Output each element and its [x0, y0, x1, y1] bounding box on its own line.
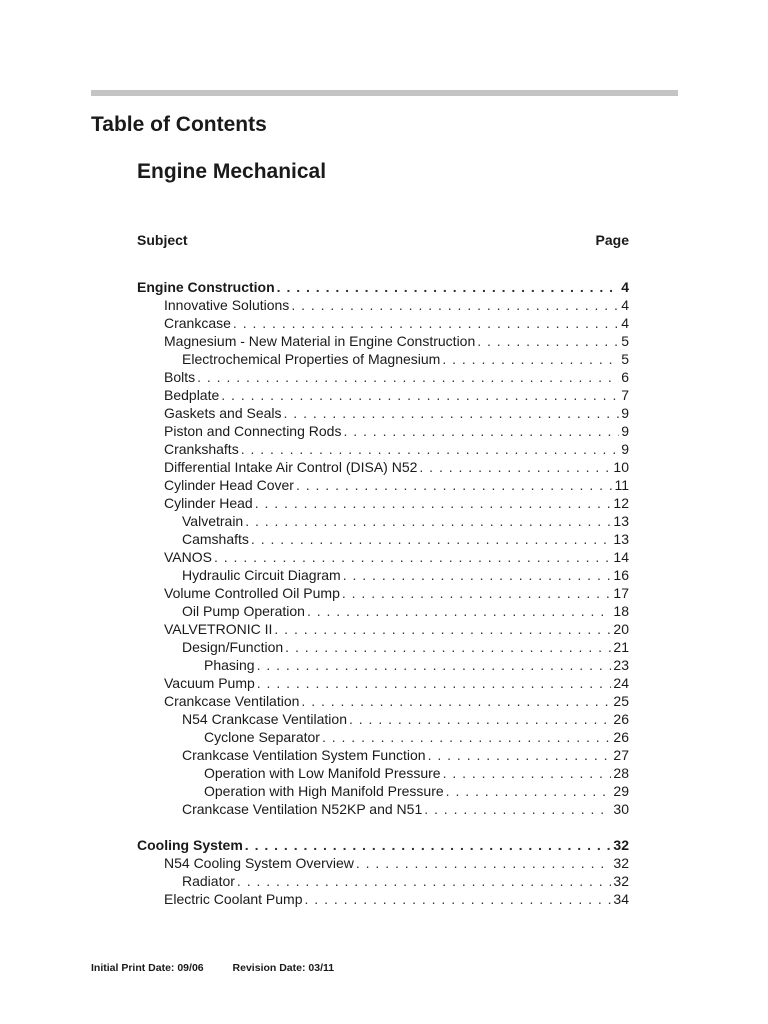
toc-entry-page: 6	[621, 369, 629, 385]
dot-leader	[301, 692, 611, 710]
toc-entry-page: 11	[614, 477, 629, 493]
toc-entry[interactable]	[137, 656, 629, 674]
toc-entry-title: Engine Construction	[137, 279, 275, 295]
dot-leader	[277, 278, 620, 296]
toc-entry-title: Oil Pump Operation	[182, 603, 305, 619]
toc-entry-title: Crankcase Ventilation System Function	[182, 747, 426, 763]
toc-entry-title: Cylinder Head	[164, 495, 253, 511]
toc-entry[interactable]	[137, 368, 629, 386]
initial-print-date: Initial Print Date: 09/06	[91, 962, 204, 974]
toc-entry-page: 18	[613, 603, 629, 619]
footer	[91, 962, 360, 974]
toc-entry[interactable]	[137, 440, 629, 458]
dot-leader	[305, 890, 612, 908]
toc-entry-page: 24	[613, 675, 629, 691]
dot-leader	[424, 800, 611, 818]
toc-entry-page: 10	[613, 459, 629, 475]
toc-entry[interactable]	[137, 692, 629, 710]
toc-entry[interactable]	[137, 620, 629, 638]
toc-entry-page: 9	[621, 423, 629, 439]
toc-entry[interactable]	[137, 476, 629, 494]
dot-leader	[233, 314, 619, 332]
toc-entry-page: 9	[621, 405, 629, 421]
toc-entry-page: 29	[613, 783, 629, 799]
toc-entry-page: 16	[613, 567, 629, 583]
dot-leader	[214, 548, 611, 566]
toc-entry[interactable]	[137, 278, 629, 296]
toc-entry-page: 13	[613, 531, 629, 547]
toc-entry-title: Operation with High Manifold Pressure	[204, 783, 444, 799]
toc-entry-page: 14	[613, 549, 629, 565]
toc-entry-page: 26	[613, 729, 629, 745]
toc-entry-page: 5	[621, 333, 629, 349]
toc-entry[interactable]	[137, 422, 629, 440]
dot-leader	[245, 836, 612, 854]
toc-entry[interactable]	[137, 890, 629, 908]
toc-entry[interactable]	[137, 494, 629, 512]
dot-leader	[428, 746, 612, 764]
toc-entry-title: N54 Crankcase Ventilation	[182, 711, 347, 727]
toc-entry-title: Cylinder Head Cover	[164, 477, 294, 493]
toc-entry-page: 13	[613, 513, 629, 529]
dot-leader	[419, 458, 611, 476]
toc-entry[interactable]	[137, 332, 629, 350]
dot-leader	[251, 530, 612, 548]
dot-leader	[307, 602, 611, 620]
dot-leader	[255, 494, 612, 512]
header-divider	[91, 90, 678, 96]
toc-entry-title: VANOS	[164, 549, 212, 565]
toc-entry[interactable]	[137, 404, 629, 422]
dot-leader	[477, 332, 619, 350]
subject-column-header: Subject	[137, 232, 188, 248]
document-title: Table of Contents	[91, 113, 267, 136]
toc-entry-title: Innovative Solutions	[164, 297, 290, 313]
toc-entry-page: 26	[613, 711, 629, 727]
toc-entry[interactable]	[137, 836, 629, 854]
toc-entry[interactable]	[137, 386, 629, 404]
toc-entry[interactable]	[137, 764, 629, 782]
toc-entry-title: VALVETRONIC II	[164, 621, 273, 637]
toc-entry-page: 32	[613, 837, 629, 853]
toc-entry-title: N54 Cooling System Overview	[164, 855, 354, 871]
toc-entry[interactable]	[137, 728, 629, 746]
dot-leader	[285, 638, 611, 656]
toc-entry-page: 23	[613, 657, 629, 673]
toc-entry-title: Camshafts	[182, 531, 249, 547]
toc-entry[interactable]	[137, 512, 629, 530]
toc-entry-title: Crankshafts	[164, 441, 239, 457]
dot-leader	[322, 728, 611, 746]
toc-entry-title: Crankcase Ventilation	[164, 693, 300, 709]
toc-list	[137, 278, 629, 908]
toc-entry[interactable]	[137, 296, 629, 314]
toc-entry-page: 28	[613, 765, 629, 781]
page-column-header: Page	[595, 232, 629, 248]
toc-entry-title: Crankcase	[164, 315, 231, 331]
toc-entry-page: 32	[613, 873, 629, 889]
dot-leader	[257, 656, 612, 674]
dot-leader	[443, 764, 612, 782]
dot-leader	[274, 620, 611, 638]
toc-entry-page: 9	[621, 441, 629, 457]
toc-entry-page: 21	[613, 639, 629, 655]
toc-entry[interactable]	[137, 782, 629, 800]
toc-entry[interactable]	[137, 458, 629, 476]
toc-entry[interactable]	[137, 548, 629, 566]
toc-entry-title: Phasing	[204, 657, 255, 673]
toc-entry[interactable]	[137, 584, 629, 602]
toc-entry-title: Valvetrain	[182, 513, 244, 529]
toc-entry-title: Bedplate	[164, 387, 220, 403]
toc-entry-page: 30	[613, 801, 629, 817]
dot-leader	[356, 854, 612, 872]
toc-entry[interactable]	[137, 566, 629, 584]
toc-entry-title: Electric Coolant Pump	[164, 891, 303, 907]
toc-entry[interactable]	[137, 350, 629, 368]
toc-entry-page: 25	[613, 693, 629, 709]
toc-entry-title: Vacuum Pump	[164, 675, 255, 691]
toc-entry-page: 12	[613, 495, 629, 511]
toc-entry[interactable]	[137, 602, 629, 620]
revision-date: Revision Date: 03/11	[232, 962, 335, 974]
toc-entry-page: 27	[613, 747, 629, 763]
toc-entry-title: Design/Function	[182, 639, 284, 655]
toc-entry[interactable]	[137, 746, 629, 764]
toc-entry-page: 7	[621, 387, 629, 403]
dot-leader	[245, 512, 611, 530]
toc-entry-page: 34	[613, 891, 629, 907]
toc-entry-page: 17	[613, 585, 629, 601]
toc-entry[interactable]	[137, 638, 629, 656]
toc-entry-page: 20	[613, 621, 629, 637]
toc-entry-page: 4	[621, 315, 629, 331]
toc-entry[interactable]	[137, 854, 629, 872]
toc-entry[interactable]	[137, 314, 629, 332]
toc-entry[interactable]	[137, 530, 629, 548]
toc-entry-title: Bolts	[164, 369, 196, 385]
toc-entry-title: Radiator	[182, 873, 235, 889]
toc-entry-title: Magnesium - New Material in Engine Construction	[164, 333, 476, 349]
dot-leader	[291, 296, 619, 314]
toc-entry-title: Differential Intake Air Control (DISA) N52	[164, 459, 418, 475]
toc-entry-title: Piston and Connecting Rods	[164, 423, 342, 439]
toc-entry-title: Operation with Low Manifold Pressure	[204, 765, 441, 781]
dot-leader	[197, 368, 619, 386]
toc-entry-title: Gaskets and Seals	[164, 405, 282, 421]
dot-leader	[349, 710, 611, 728]
dot-leader	[343, 422, 619, 440]
toc-entry[interactable]	[137, 872, 629, 890]
section-title: Engine Mechanical	[137, 160, 327, 183]
dot-leader	[442, 350, 619, 368]
dot-leader	[343, 566, 612, 584]
toc-entry-title: Volume Controlled Oil Pump	[164, 585, 340, 601]
toc-entry[interactable]	[137, 710, 629, 728]
dot-leader	[342, 584, 612, 602]
toc-entry[interactable]	[137, 800, 629, 818]
toc-entry[interactable]	[137, 674, 629, 692]
toc-entry-page: 4	[621, 279, 629, 295]
dot-leader	[296, 476, 613, 494]
dot-leader	[241, 440, 620, 458]
toc-entry-page: 4	[621, 297, 629, 313]
toc-entry-title: Crankcase Ventilation N52KP and N51	[182, 801, 423, 817]
dot-leader	[284, 404, 620, 422]
toc-entry-page: 32	[613, 855, 629, 871]
toc-entry-title: Cyclone Separator	[204, 729, 320, 745]
toc-entry-page: 5	[621, 351, 629, 367]
dot-leader	[221, 386, 619, 404]
dot-leader	[257, 674, 612, 692]
dot-leader	[237, 872, 612, 890]
toc-entry-title: Cooling System	[137, 837, 243, 853]
toc-entry-title: Electrochemical Properties of Magnesium	[182, 351, 441, 367]
toc-entry-title: Hydraulic Circuit Diagram	[182, 567, 341, 583]
dot-leader	[446, 782, 612, 800]
